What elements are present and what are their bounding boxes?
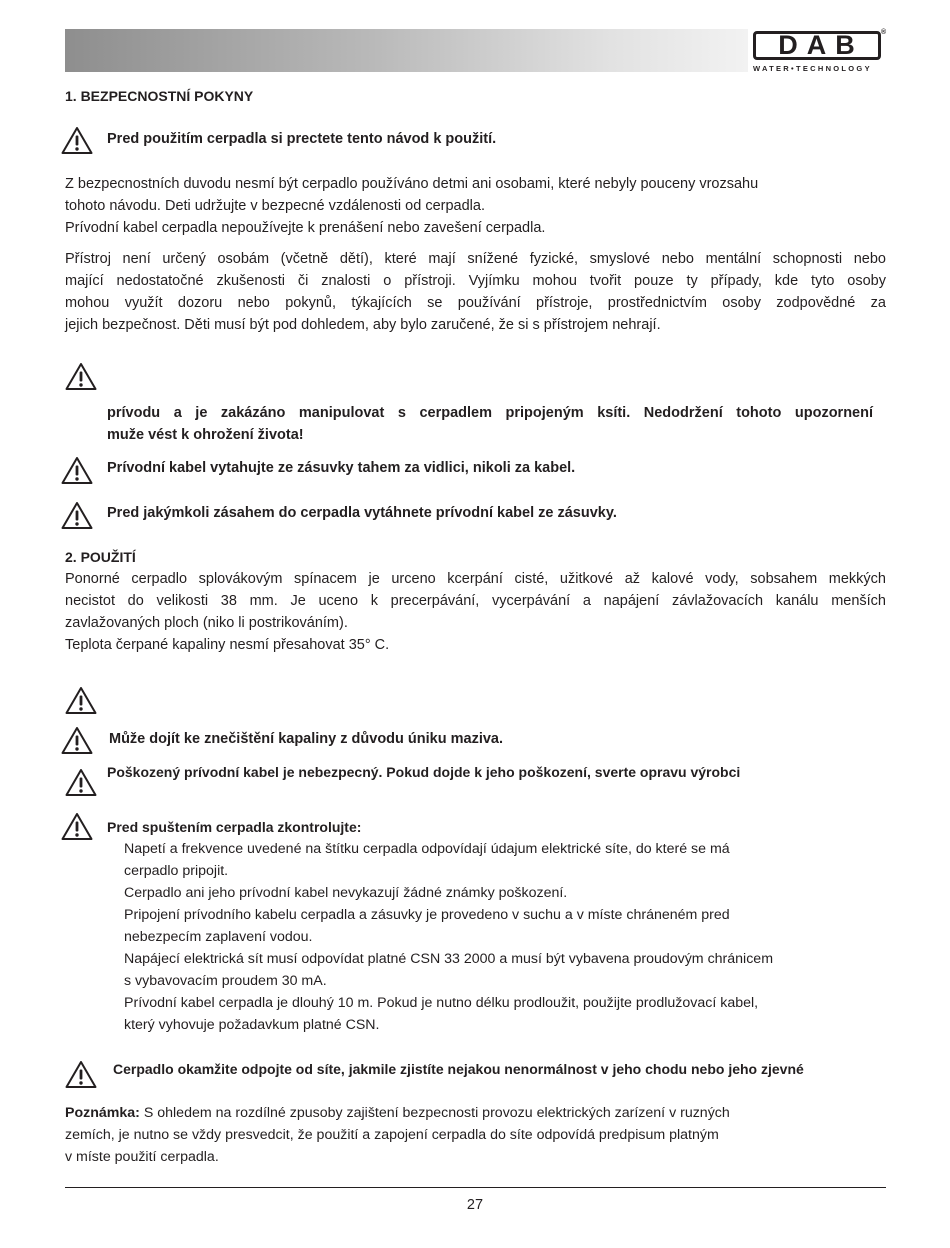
check-item: Cerpadlo ani jeho prívodní kabel nevykazují žádné známky poškození.	[124, 885, 568, 901]
check-item: nebezpecím zaplavení vodou.	[124, 929, 313, 945]
note-paragraph	[65, 1102, 886, 1168]
warning-disconnect: Cerpadlo okamžite odpojte od síte, jakmile zjistíte nejakou nenormálnost v jeho chodu nebo jeho zjevné	[113, 1061, 804, 1077]
logo-registered-mark: ®	[881, 29, 887, 36]
warning-read-manual: Pred použitím cerpadla si prectete tento návod k použití.	[107, 131, 497, 147]
warning-icon	[61, 726, 93, 755]
footer-divider	[65, 1187, 886, 1188]
warning-icon	[65, 686, 97, 715]
warning-icon	[65, 362, 97, 391]
page-number: 27	[466, 1197, 484, 1213]
warning-icon	[61, 501, 93, 530]
warning-lubricant: Může dojít ke znečištění kapaliny z důvodu úniku maziva.	[109, 731, 503, 747]
usage-line: necistot do velikosti 38 mm. Je uceno k precerpávání, vycerpávání a napájení závlažovacích kanálu menších	[65, 593, 886, 609]
check-item: cerpadlo pripojit.	[124, 863, 229, 879]
dab-logo	[753, 31, 887, 75]
check-item: s vybavovacím proudem 30 mA.	[124, 973, 327, 989]
check-item: Prívodní kabel cerpadla je dlouhý 10 m. Pokud je nutno délku prodloužit, použijte prodlužovací kabel,	[124, 995, 759, 1011]
check-item: Napetí a frekvence uvedené na štítku cerpadla odpovídají údajum elektrické síte, do které se má	[124, 841, 730, 857]
para2-line: jejich bezpečnost. Děti musí být pod dohledem, aby bylo zaručené, že si s přístrojem nehrají.	[65, 317, 661, 333]
para1-line: tohoto návodu. Deti udržujte v bezpecné vzdálenosti od cerpadla.	[65, 198, 485, 214]
usage-line: zavlažovaných ploch (niko li postrikováním).	[65, 615, 348, 631]
note-line: zemích, je nutno se vždy presvedcit, že použití a zapojení cerpadla do síte odpovídá predpisum platným	[65, 1127, 719, 1143]
logo-subtitle: WATER•TECHNOLOGY	[753, 64, 872, 73]
warning-icon	[65, 768, 97, 797]
header-gradient-bar	[65, 29, 748, 72]
warning-handling-line: muže vést k ohrožení života!	[107, 427, 304, 443]
para2-line: mohou využít dozoru nebo pokynů, týkajících se používání přístroje, prostřednictvím osoby zodpovědné za	[65, 295, 886, 311]
warning-before-intervention: Pred jakýmkoli zásahem do cerpadla vytáhnete prívodní kabel ze zásuvky.	[107, 505, 617, 521]
note-label: Poznámka:	[65, 1105, 140, 1121]
warning-icon	[61, 812, 93, 841]
note-line: S ohledem na rozdílné zpusoby zajištení bezpecnosti provozu elektrických zarízení v ruzných	[139, 1105, 730, 1121]
warning-handling-line: prívodu a je zakázáno manipulovat s cerpadlem pripojeným ksíti. Nedodržení tohoto upozornení	[107, 405, 873, 421]
warning-icon	[61, 456, 93, 485]
paragraph-reduced-capabilities	[65, 248, 886, 336]
para1-line: Prívodní kabel cerpadla nepoužívejte k prenášení nebo zavešení cerpadla.	[65, 220, 546, 236]
warning-check-before-start: Pred spuštením cerpadla zkontrolujte:	[107, 819, 362, 835]
para2-line: mající nedostatočné zkušenosti či znalosti o přístroji. Vyjímku mohou tvořit pouze ty případy, kde tyto osoby	[65, 273, 886, 289]
check-item: který vyhovuje požadavkum platné CSN.	[124, 1017, 380, 1033]
note-line: v míste použití cerpadla.	[65, 1149, 219, 1165]
paragraph-usage	[65, 568, 886, 656]
check-item: Pripojení prívodního kabelu cerpadla a zásuvky je provedeno v suchu a v míste chráneném pred	[124, 907, 730, 923]
warning-unplug: Prívodní kabel vytahujte ze zásuvky tahem za vidlici, nikoli za kabel.	[107, 460, 576, 476]
para2-line: Přístroj není určený osobám (včetně dětí), které mají snížené fyzické, smyslové nebo mentální schopnosti nebo	[65, 251, 886, 267]
check-item: Napájecí elektrická sít musí odpovídat platné CSN 33 2000 a musí být vybavena proudovým chránicem	[124, 951, 774, 967]
logo-text: DAB	[753, 31, 881, 60]
warning-icon	[65, 1060, 97, 1089]
section2-title: 2. POUŽITÍ	[65, 549, 136, 565]
usage-line: Teplota čerpané kapaliny nesmí přesahovat 35° C.	[65, 637, 390, 653]
para1-line: Z bezpecnostních duvodu nesmí být cerpadlo používáno detmi ani osobami, které nebyly pouceny vrozsahu	[65, 176, 759, 192]
paragraph-children-safety	[65, 173, 886, 239]
warning-icon	[61, 126, 93, 155]
section1-title: 1. BEZPECNOSTNÍ POKYNY	[65, 88, 254, 104]
warning-damaged-cable: Poškozený prívodní kabel je nebezpecný. Pokud dojde k jeho poškození, sverte opravu výrobci	[107, 764, 741, 780]
warning-handling	[107, 402, 873, 446]
usage-line: Ponorné cerpadlo splovákovým spínacem je urceno kcerpání cisté, užitkové až kalové vody, sobsahem mekkých	[65, 571, 886, 587]
